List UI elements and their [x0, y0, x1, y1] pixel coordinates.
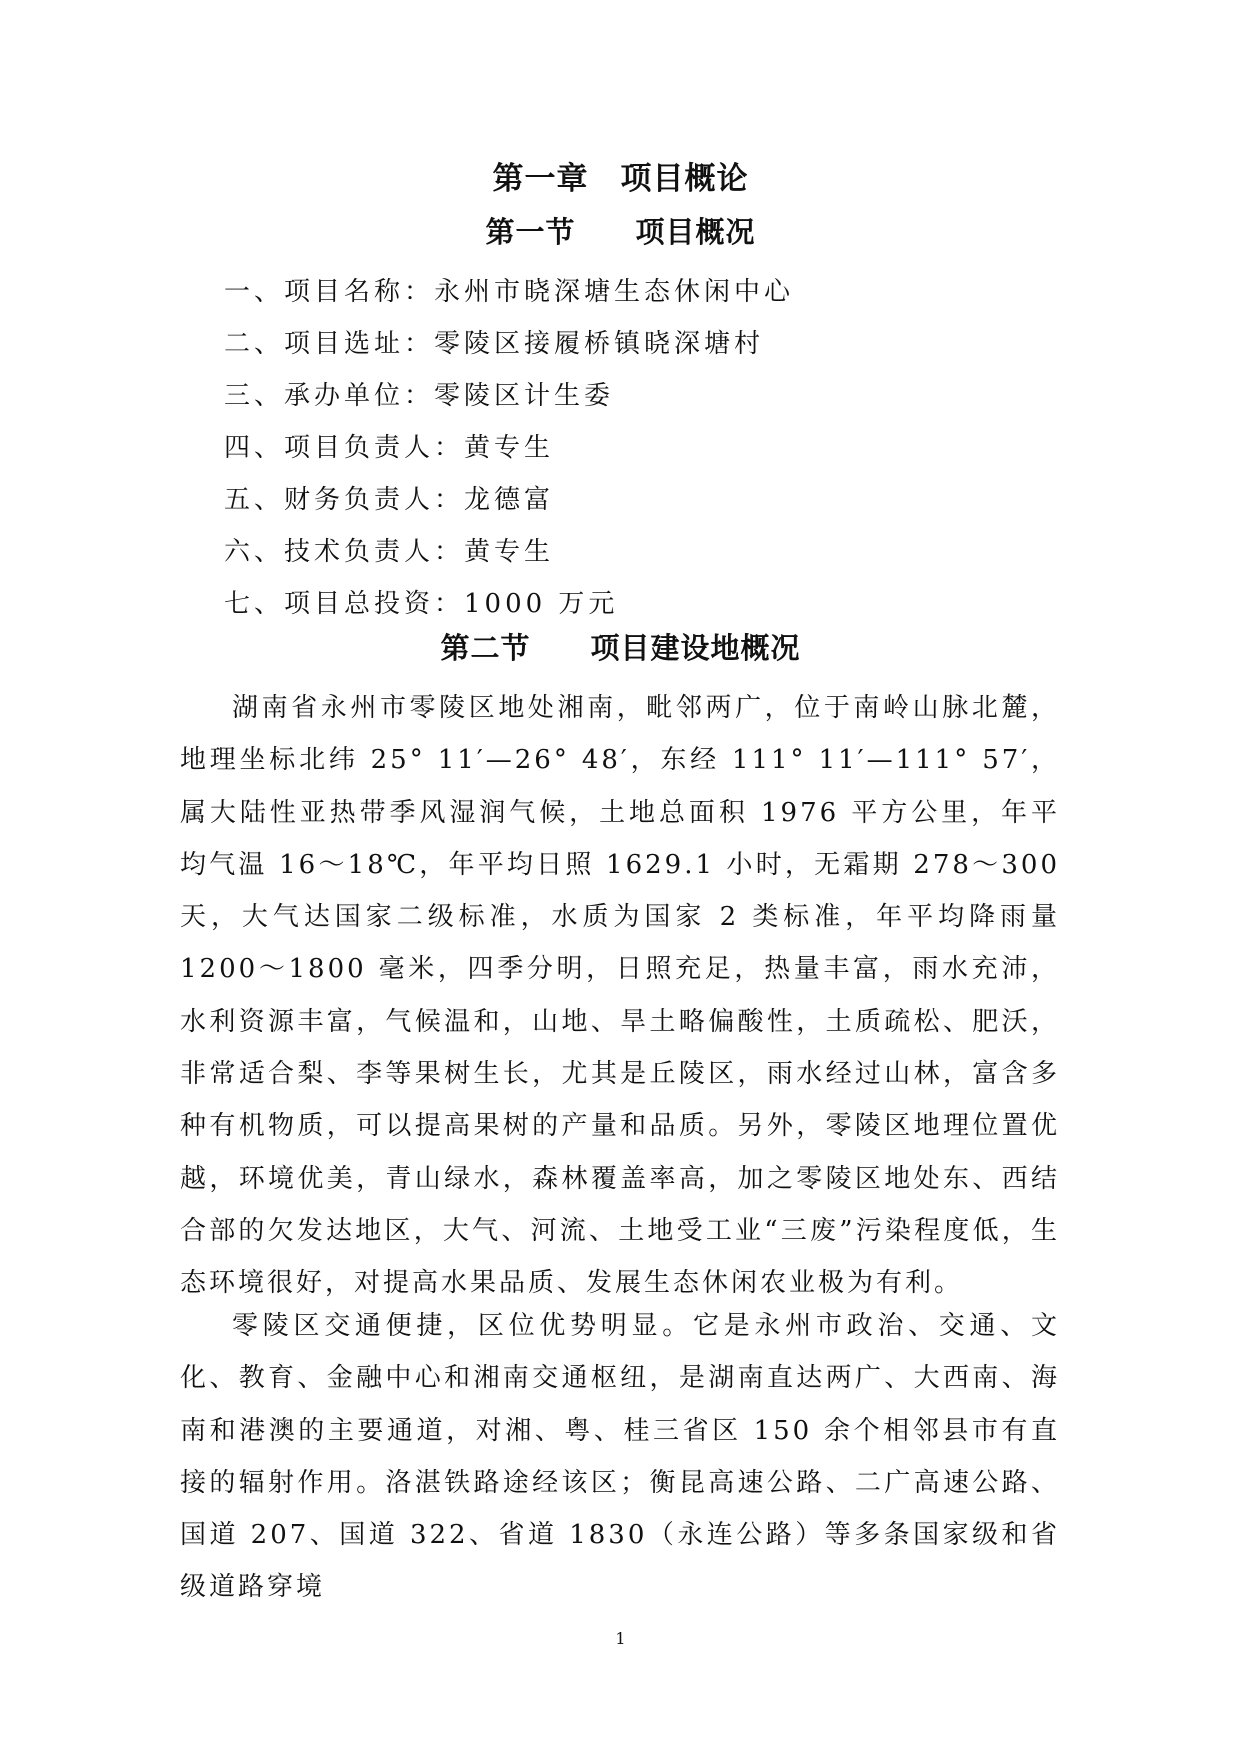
info-item-finance-leader: 五、财务负责人：龙德富	[224, 485, 555, 515]
section-title-site-overview: 第二节 项目建设地概况	[440, 631, 801, 665]
project-info-list	[224, 266, 1124, 630]
info-item-organizer: 三、承办单位：零陵区计生委	[224, 381, 615, 411]
page-number: 1	[615, 1629, 626, 1648]
section-title-overview: 第一节 项目概况	[485, 215, 756, 249]
chapter-title: 第一章 项目概论	[492, 161, 749, 197]
info-item-total-investment: 七、项目总投资：1000 万元	[224, 589, 619, 619]
info-item-project-name: 一、项目名称：永州市晓深塘生态休闲中心	[224, 277, 795, 307]
info-item-project-site: 二、项目选址：零陵区接履桥镇晓深塘村	[224, 329, 765, 359]
info-item-technical-leader: 六、技术负责人：黄专生	[224, 537, 555, 567]
paragraph-geography: 湖南省永州市零陵区地处湘南，毗邻两广，位于南岭山脉北麓，地理坐标北纬 25° 11′—26° 48′，东经 111° 11′—111° 57′，属大陆性亚热带季风湿润气候，土地总面积 1976 平方公里，年平均气温 16～18℃，年平均日照 1629.1 小时，无霜期 278～300 天，大气达国家二级标准，水质为国家 2 类标准，年平均降雨量 1200～1800 毫米，四季分明，日照充足，热量丰富，雨水充沛，水利资源丰富，气候温和，山地、旱土略偏酸性，土质疏松、肥沃，非常适合梨、李等果树生长，尤其是丘陵区，雨水经过山林，富含多种有机物质，可以提高果树的产量和品质。另外，零陵区地理位置优越，环境优美，青山绿水，森林覆盖率高，加之零陵区地处东、西结合部的欠发达地区，大气、河流、土地受工业“三废”污染程度低，生态环境很好，对提高水果品质、发展生态休闲农业极为有利。	[180, 693, 1060, 1299]
info-item-project-leader: 四、项目负责人：黄专生	[224, 433, 555, 463]
paragraph-transportation: 零陵区交通便捷，区位优势明显。它是永州市政治、交通、文化、教育、金融中心和湘南交通枢纽，是湖南直达两广、大西南、海南和港澳的主要通道，对湘、粤、桂三省区 150 余个相邻县市有直接的辐射作用。洛湛铁路途经该区；衡昆高速公路、二广高速公路、国道 207、国道 322、省道 1830（永连公路）等多条国家级和省级道路穿境	[180, 1311, 1060, 1603]
